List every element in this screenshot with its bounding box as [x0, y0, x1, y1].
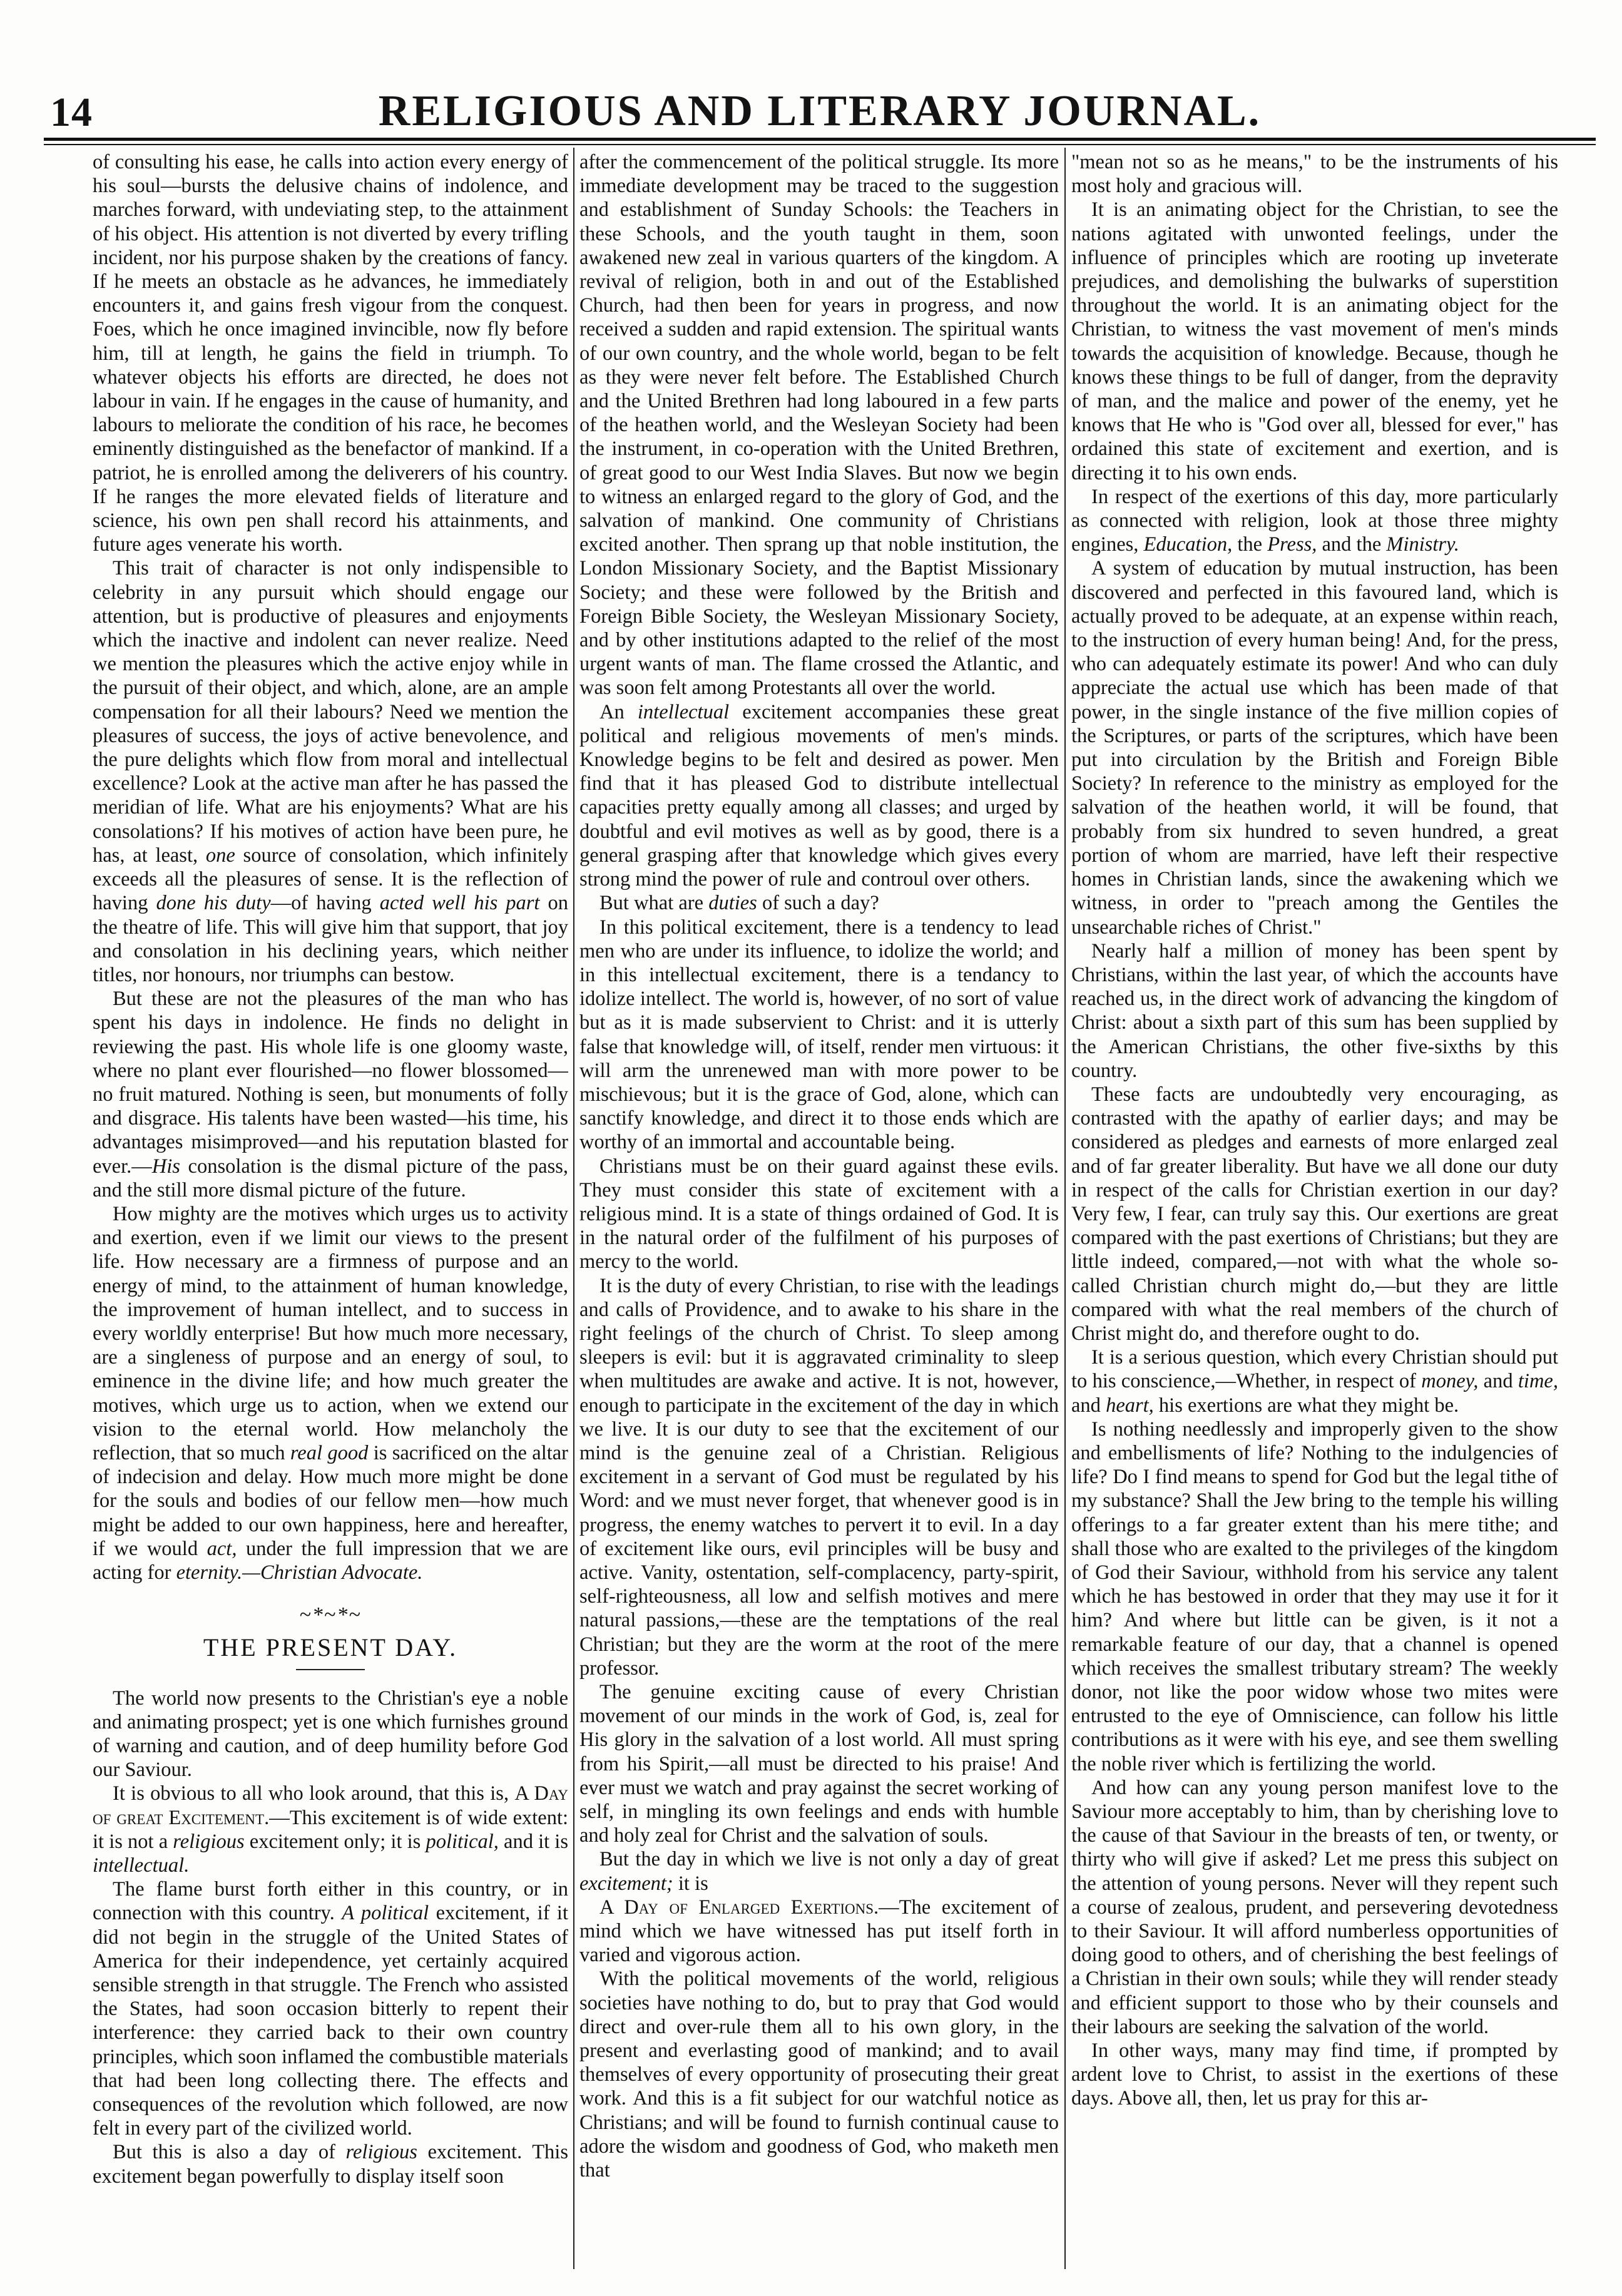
title-rule	[296, 1669, 365, 1670]
paragraph: It is an animating object for the Christian, to see the nations agitated with unwonted feelings, under the influence of principles which are rooting up inveterate prejudices, and demolishing the bulwarks of superstition throughout the world. It is an animating object for the Christian, to witness the vast movement of men's minds towards the acquisition of knowledge. Because, though he knows these things to be full of danger, from the depravity of man, and the malice and power of the enemy, yet he knows that He who is "God over all, blessed for ever," has ordained this state of excitement and exertion, and is directing it to his own ends.	[1071, 198, 1558, 484]
paragraph: The world now presents to the Christian's eye a noble and animating prospect; yet is one which furnishes ground of warning and caution, and of deep humility before God our Saviour.	[93, 1686, 568, 1782]
paragraph: These facts are undoubtedly very encouraging, as contrasted with the apathy of earlier days; and may be considered as pledges and earnests of more enlarged zeal and of far greater liberality. But have we all done our duty in respect of the calls for Christian exertion in our day? Very few, I fear, can truly say this. Our exertions are great compared with the past exertions of Christians; but they are little indeed, compared,—not with what the whole so-called Christian church might do,—but they are little compared with what the real members of the church of Christ might do, and therefore ought to do.	[1071, 1083, 1558, 1345]
paragraph: But what are duties of such a day?	[599, 892, 879, 915]
column-divider	[1064, 148, 1066, 2269]
paragraph: Christians must be on their guard against these evils. They must consider this state of excitement with a religious mind. It is a state of things ordained of God. It is in the natural order of the fulfilment of his purposes of mercy to the world.	[579, 1155, 1059, 1273]
paragraph: An intellectual excitement accompanies these great political and religious movements of men's minds. Knowledge begins to be felt and desired as power. Men find that it has pleased God to distribute intellectual capacities pretty equally among all classes; and urged by doubtful and evil motives as well as by good, there is a general grasping after that knowledge which gives every strong mind the power of rule and controul over others.	[579, 700, 1059, 891]
ornament-divider: ~*~*~	[299, 1603, 362, 1627]
paragraph: Is nothing needlessly and improperly given to the show and embellisments of life? Nothing to the indulgencies of life? Do I find means to spend for God but the legal tithe of my substance? Shall the Jew bring to the temple his willing offerings to a far greater extent than his mere tithe; and shall those who are exalted to the privileges of the kingdom of God their Saviour, withhold from his service any talent which he has bestowed in order that they may use it for it him? And where but little can be given, is it not a remarkable feature of our day, that a channel is opened which receives the smallest tributary stream? The weekly donor, not like the poor widow whose two mites were entrusted to the eye of Omniscience, can follow his little contributions as it were with his eye, and see them swelling the noble river which is fertilizing the world.	[1071, 1417, 1558, 1775]
paragraph: A Day of Enlarged Exertions.—The excitement of mind which we have witnessed has put itself forth in varied and vigorous action.	[579, 1895, 1059, 1967]
journal-title: RELIGIOUS AND LITERARY JOURNAL.	[378, 87, 1262, 135]
paragraph: But this is also a day of religious excitement. This excitement began powerfully to display itself soon	[93, 2141, 568, 2188]
paragraph: The genuine exciting cause of every Christian movement of our minds in the work of God, is, zeal for His glory in the salvation of a lost world. All must spring from his Spirit,—all must be directed to his praise! And ever must we watch and pray against the secret working of self, in mingling its own feelings and ends with humble and holy zeal for Christ and the salvation of souls.	[579, 1681, 1059, 1847]
paragraph: How mighty are the motives which urges us to activity and exertion, even if we limit our views to the present life. How necessary are a firmness of purpose and an energy of mind, to the attainment of human knowledge, the improvement of human intellect, and to success in every worldly enterprise! But how much more necessary, are a singleness of purpose and an energy of soul, to eminence in the divine life; and how much greater the motives, which urge us to action, when we extend our vision to the eternal world. How melancholy the reflection, that so much real good is sacrificed on the altar of indecision and delay. How much more might be done for the souls and bodies of our fellow men—how much might be added to our own happiness, here and hereafter, if we would act, under the full impression that we are acting for eternity.—Christian Advocate.	[93, 1202, 568, 1584]
paragraph: This trait of character is not only indispensible to celebrity in any pursuit which should engage our attention, but is productive of pleasures and enjoyments which the inactive and indolent can never realize. Need we mention the pleasures which the active enjoy while in the pursuit of their object, and which, alone, are an ample compensation for all their labours? Need we mention the pleasures of success, the joys of active benevolence, and the pure delights which flow from moral and intellectual excellence? Look at the active man after he has passed the meridian of life. What are his enjoyments? What are his consolations? If his motives of action have been pure, he has, at least, one source of consolation, which infinitely exceeds all the pleasures of sense. It is the reflection of having done his duty—of having acted well his part on the theatre of life. This will give him that support, that joy and consolation in his declining years, which neither titles, nor honours, nor triumphs can bestow.	[93, 557, 568, 986]
paragraph: With the political movements of the world, religious societies have nothing to do, but to pray that God would direct and over-rule them all to his own glory, in the present and everlasting good of mankind; and to avail themselves of every opportunity of prosecuting their great work. And this is a fit subject for our watchful notice as Christians; and will be found to furnish continual cause to adore the wisdom and goodness of God, who maketh men that	[579, 1967, 1059, 2182]
header-rule-thick	[44, 138, 1596, 141]
paragraph: It is the duty of every Christian, to rise with the leadings and calls of Providence, and to awake to his share in the right feelings of the church of Christ. To sleep among sleepers is evil: but it is aggravated criminality to sleep when multitudes are awake and active. It is not, however, enough to participate in the excitement of the day in which we live. It is our duty to see that the excitement of our mind is the genuine zeal of a Christian. Religious excitement in a servant of God must be regulated by his Word: and we must never forget, that whenever good is in progress, the enemy watches to pervert it to evil. In a day of excitement like ours, evil principles will be busy and active. Vanity, ostentation, self-complacency, party-spirit, self-righteousness, all low and selfish motives and mere natural passions,—these are the temptations of the real Christian; but they are the worm at the root of the mere professor.	[579, 1274, 1059, 1680]
column-1	[93, 150, 568, 2265]
section-title: THE PRESENT DAY.	[203, 1633, 458, 1662]
paragraph: It is a serious question, which every Christian should put to his conscience,—Whether, in respect of money, and time, and heart, his exertions are what they might be.	[1071, 1346, 1558, 1417]
column-3	[1071, 150, 1558, 2265]
paragraph: But the day in which we live is not only a day of great excitement; it is	[579, 1848, 1059, 1895]
paragraph: Nearly half a million of money has been spent by Christians, within the last year, of which the accounts have reached us, in the direct work of advancing the kingdom of Christ: about a sixth part of this sum has been supplied by the American Christians, the other five-sixths by this country.	[1071, 939, 1558, 1082]
paragraph: It is obvious to all who look around, that this is, A Day of great Excitement.—This excitement is of wide extent: it is not a religious excitement only; it is political, and it is intellectual.	[93, 1782, 568, 1877]
paragraph: In other ways, many may find time, if prompted by ardent love to Christ, to assist in the exertions of these days. Above all, then, let us pray for this ar-	[1071, 2039, 1558, 2110]
paragraph: after the commencement of the political struggle. Its more immediate development may be traced to the suggestion and establishment of Sunday Schools: the Teachers in these Schools, and the youth taught in them, soon awakened new zeal in various quarters of the kingdom. A revival of religion, both in and out of the Established Church, had then been for years in progress, and now received a sudden and rapid extension. The spiritual wants of our own country, and the whole world, began to be felt as they were never felt before. The Established Church and the United Brethren had long laboured in a few parts of the heathen world, and the Wesleyan Society had been the instrument, in co-operation with the United Brethren, of great good to our West India Slaves. But now we begin to witness an enlarged regard to the glory of God, and the salvation of mankind. One community of Christians excited another. Then sprang up that noble institution, the London Missionary Society, and the Baptist Missionary Society; and these were followed by the British and Foreign Bible Society, the Wesleyan Missionary Society, and by other institutions adapted to the relief of the most urgent wants of man. The flame crossed the Atlantic, and was soon felt among Protestants all over the world.	[579, 151, 1059, 700]
paragraph: And how can any young person manifest love to the Saviour more acceptably to him, than by cherishing love to the cause of that Saviour in the breasts of ten, or twenty, or thirty who will give if asked? Let me press this subject on the attention of young persons. Never will they repent such a course of zealous, prudent, and persevering devotedness to their Saviour. It will afford numberless opportunities of doing good to others, and of cherishing the best feelings of a Christian in their own souls; while they will render steady and efficient support to those who by their counsels and their labours are seeking the salvation of the world.	[1071, 1776, 1558, 2038]
paragraph: In this political excitement, there is a tendency to lead men who are under its influence, to idolize the world; and in this intellectual excitement, there is a tendancy to idolize intellect. The world is, however, of no sort of value but as it is made subservient to Christ: and it is utterly false that knowledge will, of itself, render men virtuous: it will arm the unrenewed man with more power to be mischievous; but it is the grace of God, alone, which can sanctify knowledge, and direct it to those ends which are worthy of an immortal and accountable being.	[579, 916, 1059, 1154]
page-header	[44, 80, 1596, 138]
column-divider	[573, 148, 574, 2269]
paragraph: "mean not so as he means," to be the instruments of his most holy and gracious will.	[1071, 151, 1558, 198]
column-2	[579, 150, 1059, 2265]
paragraph: The flame burst forth either in this country, or in connection with this country. A political excitement, if it did not begin in the struggle of the United States of America for their independence, yet certainly acquired sensible strength in that struggle. The French who assisted the States, had soon occasion bitterly to repent their interference: they carried back to their own country principles, which soon inflamed the combustible materials that had been long collecting there. The effects and consequences of the revolution which followed, are now felt in every part of the civilized world.	[93, 1878, 568, 2140]
paragraph: A system of education by mutual instruction, has been discovered and perfected in this favoured land, which is actually proved to be adequate, at an expense within reach, to the instruction of every human being! And, for the press, who can adequately estimate its power! And who can duly appreciate the actual use which has been made of that power, in the single instance of the five million copies of the Scriptures, or parts of the scriptures, which have been put into circulation by the British and Foreign Bible Society? In reference to the ministry as employed for the salvation of the heathen world, it will be found, that probably from six hundred to seven hundred, a great portion of whom are married, have left their respective homes in Christian lands, since the awakening which we witness, in order to "preach among the Gentiles the unsearchable riches of Christ."	[1071, 557, 1558, 939]
header-rule-thin	[44, 144, 1596, 145]
paragraph: In respect of the exertions of this day, more particularly as connected with religion, look at those three mighty engines, Education, the Press, and the Ministry.	[1071, 485, 1558, 556]
page-number: 14	[50, 89, 93, 135]
paragraph: of consulting his ease, he calls into action every energy of his soul—bursts the delusive chains of indolence, and marches forward, with undeviating step, to the attainment of his object. His attention is not diverted by every trifling incident, nor his purpose shaken by the creations of fancy. If he meets an obstacle as he advances, he immediately encounters it, and gains fresh vigour from the conquest. Foes, which he once imagined invincible, now fly before him, till at length, he gains the field in triumph. To whatever objects his efforts are directed, he does not labour in vain. If he engages in the cause of humanity, and labours to meliorate the condition of his race, he becomes eminently distinguished as the benefactor of mankind. If a patriot, he is enrolled among the deliverers of his country. If he ranges the more elevated fields of literature and science, his own pen shall record his attainments, and future ages venerate his worth.	[93, 151, 568, 556]
paragraph: But these are not the pleasures of the man who has spent his days in indolence. He finds no delight in reviewing the past. His whole life is one gloomy waste, where no plant ever flourished—no flower blossomed—no fruit matured. Nothing is seen, but monuments of folly and disgrace. His talents have been wasted—his time, his advantages misimproved—and his reputation blasted for ever.—His consolation is the dismal picture of the pass, and the still more dismal picture of the future.	[93, 987, 568, 1202]
